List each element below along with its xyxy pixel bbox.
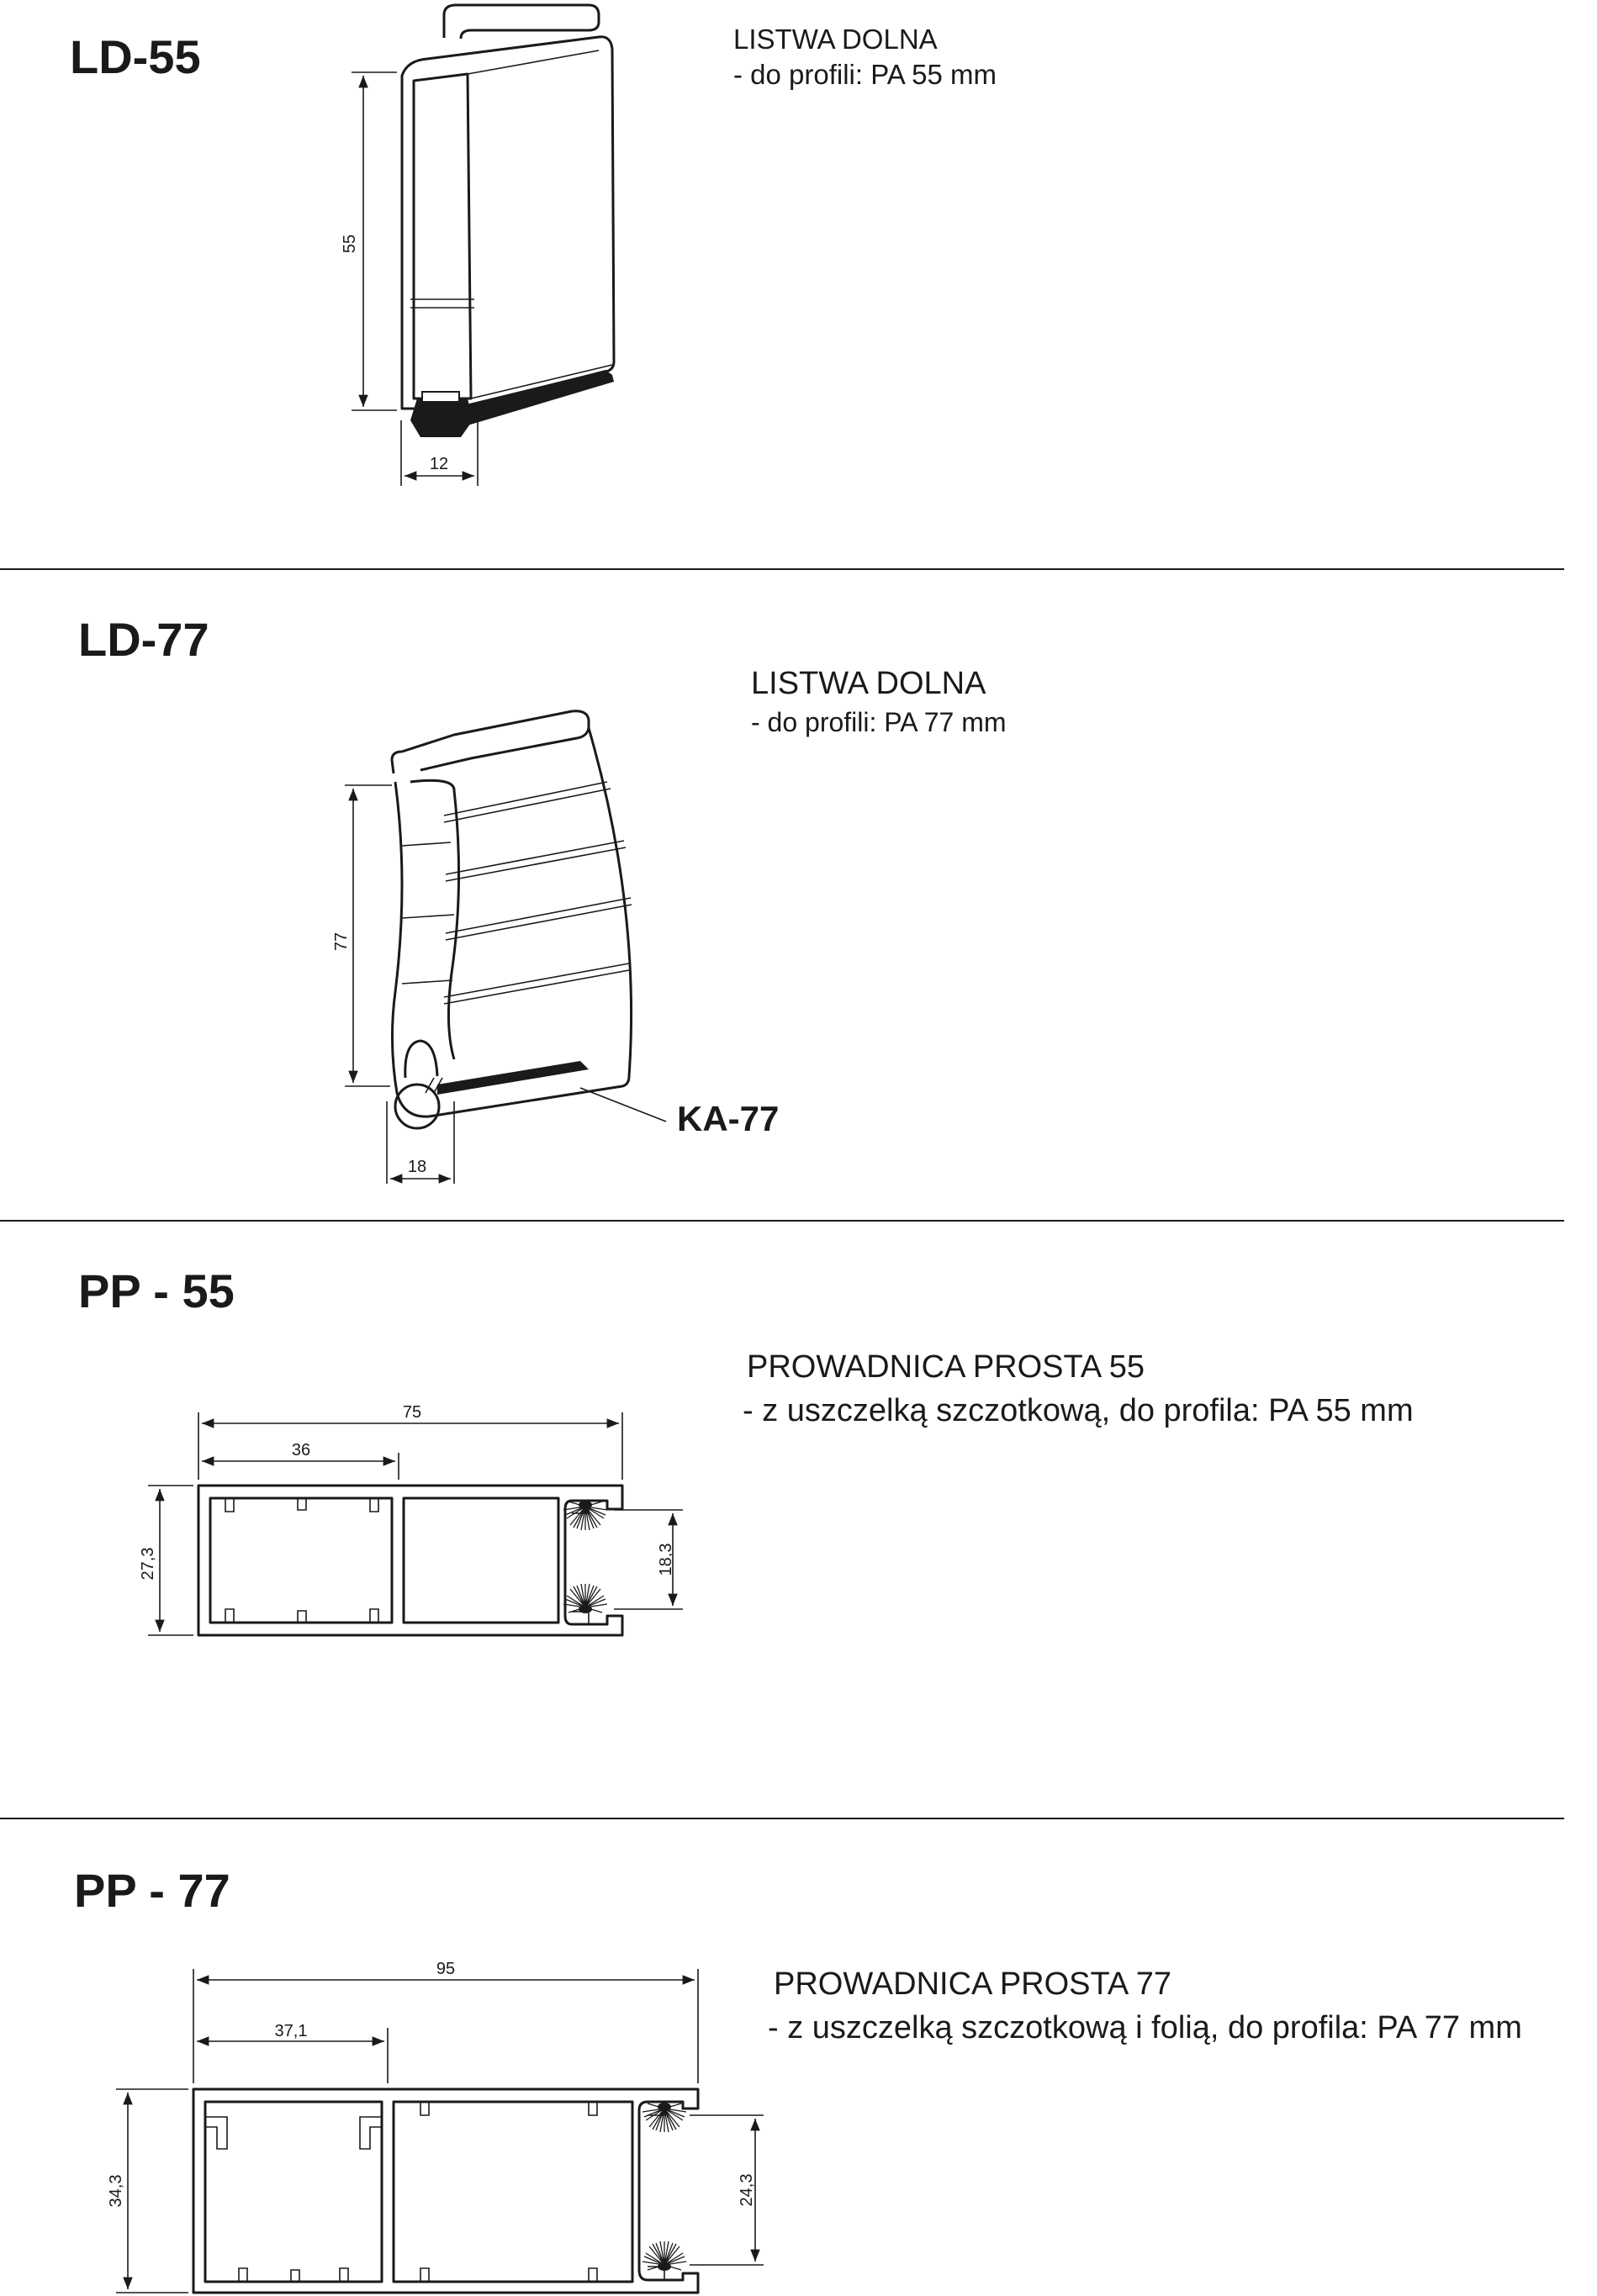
- section-ld-77: [78, 613, 1007, 1184]
- section-pp-55: [78, 1264, 1414, 1635]
- ld-77-profile-drawing: [392, 711, 632, 1128]
- section-subtitle: - z uszczelką szczotkową, do profila: PA 55 mm: [743, 1393, 1414, 1428]
- dim-total-width: 75: [402, 1403, 422, 1422]
- ka-77-callout: [580, 1088, 779, 1138]
- pp-77-profile-drawing: [193, 2089, 698, 2293]
- section-subtitle: - z uszczelką szczotkową i folią, do profila: PA 77 mm: [768, 2010, 1522, 2045]
- section-code: LD-77: [78, 613, 209, 666]
- ld-77-dimensions: [332, 785, 454, 1184]
- section-title: LISTWA DOLNA: [751, 666, 986, 701]
- section-title: LISTWA DOLNA: [733, 24, 938, 55]
- dim-width: 12: [429, 455, 449, 473]
- section-subtitle: - do profili: PA 77 mm: [751, 707, 1007, 737]
- dim-chamber-width: 37,1: [274, 2022, 308, 2040]
- brush-seal-icon: [643, 2103, 686, 2132]
- section-subtitle: - do profili: PA 55 mm: [733, 59, 997, 90]
- dim-height: 34,3: [107, 2174, 125, 2208]
- dim-total-width: 95: [436, 1960, 456, 1978]
- brush-seal-icon: [563, 1501, 607, 1530]
- brush-seal-icon: [563, 1584, 607, 1613]
- callout-label: KA-77: [677, 1099, 780, 1138]
- dim-height: 27,3: [139, 1547, 157, 1581]
- pp-55-profile-drawing: [198, 1486, 622, 1635]
- dim-gap: 24,3: [738, 2173, 756, 2207]
- dim-height: 77: [332, 932, 351, 952]
- dim-height: 55: [341, 234, 359, 254]
- section-code: PP - 55: [78, 1264, 235, 1317]
- section-pp-77: [74, 1864, 1522, 2293]
- ld-55-profile-drawing: [402, 5, 614, 437]
- dim-chamber-width: 36: [291, 1441, 311, 1459]
- section-code: PP - 77: [74, 1864, 230, 1917]
- section-title: PROWADNICA PROSTA 55: [747, 1349, 1145, 1385]
- dim-width: 18: [407, 1158, 427, 1176]
- section-code: LD-55: [70, 30, 201, 83]
- section-title: PROWADNICA PROSTA 77: [774, 1966, 1171, 2002]
- section-ld-55: [70, 5, 997, 486]
- dim-gap: 18,3: [657, 1543, 675, 1576]
